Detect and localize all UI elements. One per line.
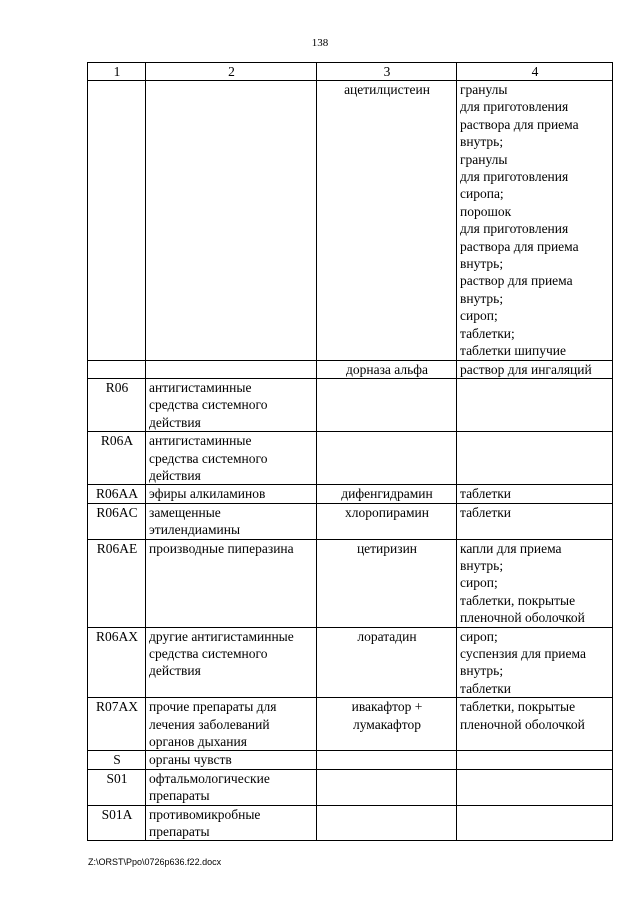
substance-cell [317, 751, 457, 769]
substance-cell-line: ивакафтор + [351, 699, 423, 715]
dosage-forms-cell [457, 698, 613, 751]
code-cell: S [88, 751, 146, 769]
footer-file-path: Z:\ORST\Ppo\0726p636.f22.docx [88, 857, 222, 867]
table-row [88, 769, 613, 805]
group-cell [146, 360, 317, 378]
substance-cell [317, 627, 457, 698]
dosage-forms-cell [457, 627, 613, 698]
table-row [88, 81, 613, 361]
dosage-forms-cell-line: таблетки [460, 504, 512, 520]
group-cell-line: лечения заболеваний [149, 716, 270, 732]
group-cell-line: органов дыхания [149, 734, 247, 750]
dosage-forms-cell [457, 485, 613, 503]
table-row [88, 751, 613, 769]
table-row [88, 432, 613, 485]
substance-cell [317, 81, 457, 361]
dosage-forms-cell-line: порошок [460, 203, 512, 219]
dosage-forms-cell [457, 805, 613, 841]
group-cell-line: противомикробные [149, 806, 261, 822]
dosage-forms-cell-line: таблетки [460, 486, 512, 502]
table-row [88, 539, 613, 627]
page-number: 138 [311, 37, 329, 49]
dosage-forms-cell-line: сиропа; [460, 186, 504, 202]
group-cell [146, 751, 317, 769]
group-cell-line: действия [149, 414, 201, 430]
substance-cell [317, 698, 457, 751]
dosage-forms-cell-line: внутрь; [460, 256, 504, 272]
group-cell-line: замещенные [149, 504, 221, 520]
group-cell-line: действия [149, 663, 201, 679]
dosage-forms-cell-line: внутрь; [460, 290, 504, 306]
dosage-forms-cell-line: пленочной оболочкой [460, 716, 585, 732]
substance-cell-line: дифенгидрамин [341, 486, 433, 502]
group-cell-line: этилендиамины [149, 522, 241, 538]
dosage-forms-cell-line: сироп; [460, 308, 498, 324]
dosage-forms-cell [457, 360, 613, 378]
substance-cell-line: дорназа альфа [345, 361, 429, 377]
table-header-row [88, 63, 613, 81]
table-row [88, 378, 613, 431]
group-cell [146, 539, 317, 627]
group-cell [146, 769, 317, 805]
dosage-forms-cell-line: таблетки, покрытые [460, 592, 576, 608]
dosage-forms-cell [457, 81, 613, 361]
substance-cell-line: хлоропирамин [345, 504, 429, 520]
dosage-forms-cell-line: гранулы [460, 82, 508, 97]
code-cell: S01 [88, 769, 146, 805]
dosage-forms-cell-line: раствора для приема [460, 116, 579, 132]
dosage-forms-cell-line: капли для приема [460, 540, 562, 556]
group-cell-line: прочие препараты для [149, 699, 277, 715]
column-header-3: 3 [317, 63, 457, 81]
table-row [88, 503, 613, 539]
dosage-forms-cell-line: раствора для приема [460, 238, 579, 254]
code-cell: R06AX [88, 627, 146, 698]
substance-cell-line: лоратадин [357, 628, 417, 644]
dosage-forms-cell [457, 769, 613, 805]
group-cell-line: другие антигистаминные [149, 628, 294, 644]
group-cell [146, 81, 317, 361]
dosage-forms-cell-line: раствор для приема [460, 273, 573, 289]
group-cell-line: производные пиперазина [149, 540, 294, 556]
dosage-forms-cell [457, 378, 613, 431]
dosage-forms-cell-line: таблетки шипучие [460, 343, 566, 359]
dosage-forms-cell-line: суспензия для приема [460, 646, 586, 661]
group-cell [146, 698, 317, 751]
dosage-forms-cell-line: таблетки; [460, 325, 515, 341]
code-cell: R06AA [88, 485, 146, 503]
substance-cell [317, 432, 457, 485]
group-cell-line: эфиры алкиламинов [149, 486, 266, 502]
code-cell: R06A [88, 432, 146, 485]
substance-cell [317, 378, 457, 431]
code-cell [88, 360, 146, 378]
group-cell [146, 378, 317, 431]
group-cell-line: антигистаминные [149, 433, 252, 449]
dosage-forms-cell-line: сироп; [460, 575, 498, 591]
substance-cell [317, 485, 457, 503]
dosage-forms-cell [457, 503, 613, 539]
code-cell: R07AX [88, 698, 146, 751]
group-cell-line: препараты [149, 824, 210, 840]
substance-cell-line: лумакафтор [352, 716, 422, 732]
dosage-forms-cell-line: для приготовления [460, 221, 569, 237]
dosage-forms-cell-line: таблетки, покрытые [460, 699, 576, 715]
code-cell: R06AE [88, 539, 146, 627]
group-cell-line: антигистаминные [149, 379, 252, 395]
dosage-forms-cell-line: пленочной оболочкой [460, 610, 585, 626]
table-body [88, 81, 613, 841]
group-cell [146, 627, 317, 698]
table-row [88, 698, 613, 751]
group-cell-line: препараты [149, 788, 210, 804]
code-cell: R06 [88, 378, 146, 431]
substance-cell [317, 805, 457, 841]
code-cell: S01A [88, 805, 146, 841]
group-cell [146, 503, 317, 539]
code-cell: R06AC [88, 503, 146, 539]
dosage-forms-cell-line: внутрь; [460, 557, 504, 573]
group-cell-line: средства системного [149, 450, 268, 466]
dosage-forms-cell-line: таблетки [460, 680, 512, 696]
substance-cell [317, 503, 457, 539]
substance-cell [317, 539, 457, 627]
substance-cell-line: ацетилцистеин [344, 82, 430, 97]
group-cell [146, 485, 317, 503]
dosage-forms-cell-line: сироп; [460, 628, 498, 644]
table-row [88, 360, 613, 378]
code-cell [88, 81, 146, 361]
dosage-forms-cell [457, 432, 613, 485]
table-row [88, 485, 613, 503]
substance-cell [317, 769, 457, 805]
group-cell-line: органы чувств [149, 752, 232, 768]
dosage-forms-cell-line: для приготовления [460, 99, 569, 115]
column-header-2: 2 [146, 63, 317, 81]
dosage-forms-cell-line: внутрь; [460, 134, 504, 150]
group-cell-line: офтальмологические [149, 770, 270, 786]
table-row [88, 805, 613, 841]
dosage-forms-cell-line: для приготовления [460, 169, 569, 185]
substance-cell-line: цетиризин [356, 540, 418, 556]
dosage-forms-cell [457, 751, 613, 769]
group-cell [146, 432, 317, 485]
column-header-1: 1 [88, 63, 146, 81]
dosage-forms-cell-line: гранулы [460, 151, 508, 167]
group-cell [146, 805, 317, 841]
dosage-forms-cell-line: раствор для ингаляций [460, 361, 592, 377]
medication-table [87, 62, 613, 841]
column-header-4: 4 [457, 63, 613, 81]
dosage-forms-cell [457, 539, 613, 627]
substance-cell [317, 360, 457, 378]
group-cell-line: средства системного [149, 646, 268, 661]
group-cell-line: действия [149, 467, 201, 483]
table-row [88, 627, 613, 698]
dosage-forms-cell-line: внутрь; [460, 663, 504, 679]
group-cell-line: средства системного [149, 397, 268, 413]
